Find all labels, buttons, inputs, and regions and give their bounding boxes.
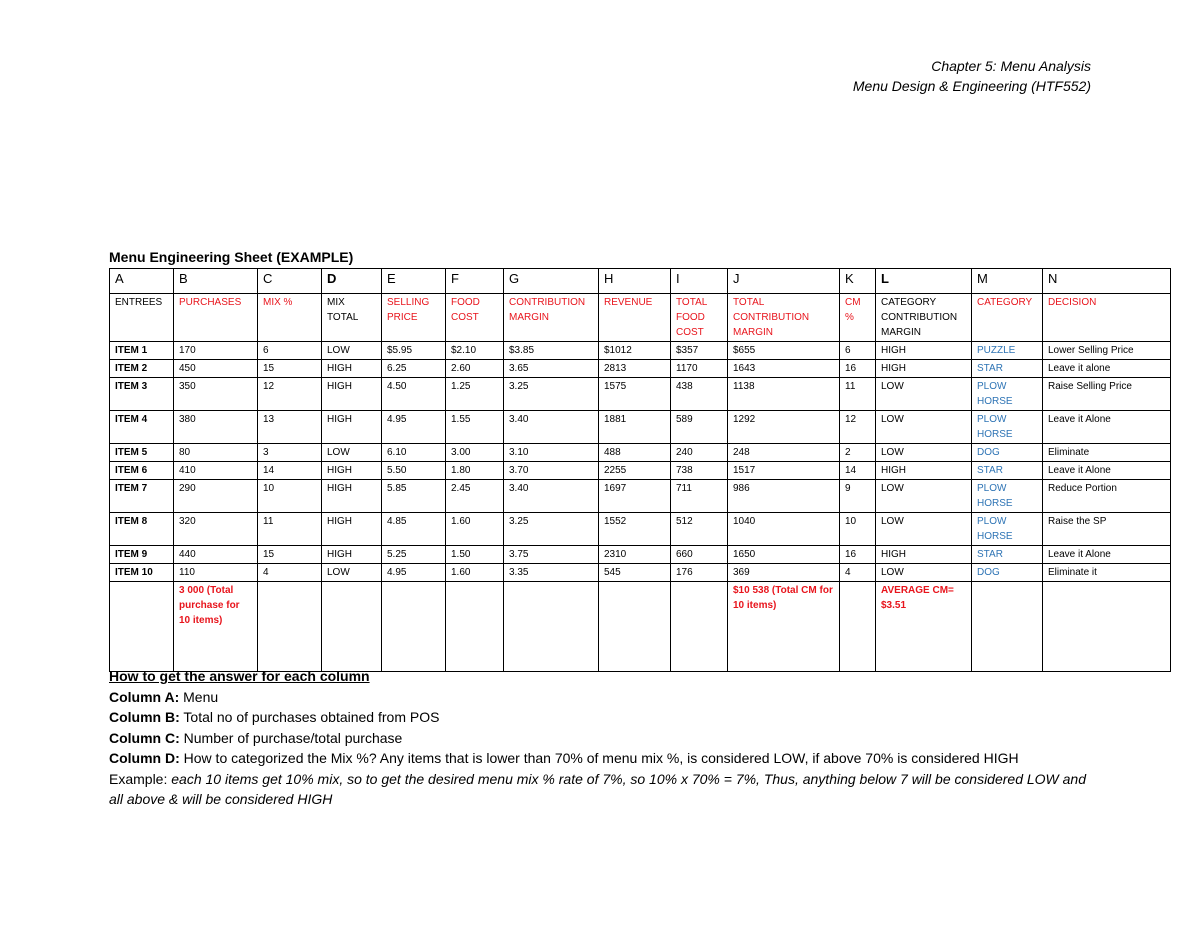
table-cell: 3.65 (504, 360, 599, 378)
instruction-label: Column A: (109, 688, 180, 705)
table-row (110, 546, 1171, 564)
table-cell: 1138 (728, 378, 840, 411)
table-cell: 5.25 (382, 546, 446, 564)
table-cell: 10 (840, 513, 876, 546)
table-cell: $3.85 (504, 342, 599, 360)
column-header: MIX % (258, 294, 322, 342)
table-cell: STAR (972, 360, 1043, 378)
column-header: ENTREES (110, 294, 174, 342)
instruction-label: Column C: (109, 729, 180, 746)
table-cell: PUZZLE (972, 342, 1043, 360)
table-cell: 3.25 (504, 378, 599, 411)
table-cell: 350 (174, 378, 258, 411)
table-cell: 16 (840, 546, 876, 564)
table-cell: 4.95 (382, 411, 446, 444)
table-cell: HIGH (876, 360, 972, 378)
column-letter: A (110, 269, 174, 294)
table-cell: ITEM 7 (110, 480, 174, 513)
table-cell: Leave it alone (1043, 360, 1171, 378)
empty-cell (322, 582, 382, 672)
instruction-text: How to categorized the Mix %? Any items that is lower than 70% of menu mix %, is considered LOW, if above 70% is considered HIGH (183, 750, 1019, 766)
table-cell: HIGH (876, 546, 972, 564)
table-cell: LOW (876, 513, 972, 546)
column-header: MIX TOTAL (322, 294, 382, 342)
instruction-label: Column D: (109, 750, 180, 766)
column-header: DECISION (1043, 294, 1171, 342)
instruction-line (109, 728, 1099, 749)
table-cell: 711 (671, 480, 728, 513)
table-cell: $357 (671, 342, 728, 360)
column-header: TOTAL FOOD COST (671, 294, 728, 342)
table-cell: 170 (174, 342, 258, 360)
table-cell: 1650 (728, 546, 840, 564)
table-row (110, 411, 1171, 444)
table-cell: Eliminate (1043, 444, 1171, 462)
column-header: CATEGORY CONTRIBUTION MARGIN (876, 294, 972, 342)
menu-engineering-table (109, 268, 1171, 672)
table-cell: Leave it Alone (1043, 411, 1171, 444)
table-cell: 410 (174, 462, 258, 480)
table-cell: 4.95 (382, 564, 446, 582)
table-cell: 290 (174, 480, 258, 513)
column-header: SELLING PRICE (382, 294, 446, 342)
table-cell: 6 (258, 342, 322, 360)
table-cell: $2.10 (446, 342, 504, 360)
column-letter: M (972, 269, 1043, 294)
table-cell: 488 (599, 444, 671, 462)
instruction-text: Number of purchase/total purchase (183, 729, 403, 746)
table-cell: 2.60 (446, 360, 504, 378)
table-cell: 1697 (599, 480, 671, 513)
instruction-line (109, 687, 1099, 708)
instructions (109, 666, 1099, 810)
table-cell: 11 (258, 513, 322, 546)
table-cell: 2813 (599, 360, 671, 378)
table-cell: 12 (258, 378, 322, 411)
table-cell: 15 (258, 360, 322, 378)
table-cell: 3.70 (504, 462, 599, 480)
empty-cell (1043, 582, 1171, 672)
table-row (110, 480, 1171, 513)
table-cell: 9 (840, 480, 876, 513)
table-cell: PLOW HORSE (972, 411, 1043, 444)
total-cell: AVERAGE CM= $3.51 (876, 582, 972, 672)
table-cell: 80 (174, 444, 258, 462)
total-cell: 3 000 (Total purchase for 10 items) (174, 582, 258, 672)
table-cell: Reduce Portion (1043, 480, 1171, 513)
table-cell: PLOW HORSE (972, 378, 1043, 411)
table-cell: 738 (671, 462, 728, 480)
table-cell: 589 (671, 411, 728, 444)
table-row (110, 444, 1171, 462)
column-header: CATEGORY (972, 294, 1043, 342)
table-cell: LOW (876, 378, 972, 411)
table-cell: STAR (972, 546, 1043, 564)
table-cell: LOW (876, 411, 972, 444)
empty-cell (258, 582, 322, 672)
column-letter-row (110, 269, 1171, 294)
table-cell: 1552 (599, 513, 671, 546)
table-cell: ITEM 6 (110, 462, 174, 480)
table-cell: 369 (728, 564, 840, 582)
table-cell: 320 (174, 513, 258, 546)
column-letter: J (728, 269, 840, 294)
table-cell: LOW (876, 444, 972, 462)
column-header: REVENUE (599, 294, 671, 342)
table-cell: 4.85 (382, 513, 446, 546)
table-cell: 1.80 (446, 462, 504, 480)
table-cell: HIGH (322, 378, 382, 411)
column-header-row (110, 294, 1171, 342)
instruction-label: Column B: (109, 709, 180, 725)
table-cell: Lower Selling Price (1043, 342, 1171, 360)
table-cell: 1575 (599, 378, 671, 411)
chapter-title: Chapter 5: Menu Analysis (931, 58, 1091, 74)
table-cell: ITEM 4 (110, 411, 174, 444)
table-cell: ITEM 3 (110, 378, 174, 411)
table-cell: 3.25 (504, 513, 599, 546)
table-cell: ITEM 2 (110, 360, 174, 378)
column-letter: N (1043, 269, 1171, 294)
empty-cell (671, 582, 728, 672)
column-letter: I (671, 269, 728, 294)
example-text: each 10 items get 10% mix, so to get the desired menu mix % rate of 7%, so 10% x 70% = 7%, Thus, anything below 7 will be considered LOW and all above & will be considered HIGH (109, 770, 1087, 807)
table-cell: 3.00 (446, 444, 504, 462)
table-cell: 3 (258, 444, 322, 462)
instruction-line (109, 707, 1099, 728)
empty-cell (840, 582, 876, 672)
table-cell: ITEM 8 (110, 513, 174, 546)
table-cell: 1643 (728, 360, 840, 378)
sheet-title: Menu Engineering Sheet (EXAMPLE) (109, 249, 354, 265)
table-cell: PLOW HORSE (972, 480, 1043, 513)
table-cell: 1.50 (446, 546, 504, 564)
table-cell: 1.25 (446, 378, 504, 411)
table-cell: 6.25 (382, 360, 446, 378)
table-cell: 6.10 (382, 444, 446, 462)
table-cell: LOW (322, 342, 382, 360)
table-cell: 110 (174, 564, 258, 582)
table-cell: 545 (599, 564, 671, 582)
table-row (110, 360, 1171, 378)
table-cell: 3.40 (504, 480, 599, 513)
table-cell: $655 (728, 342, 840, 360)
column-letter: H (599, 269, 671, 294)
instruction-text: Total no of purchases obtained from POS (183, 709, 440, 725)
table-cell: Raise Selling Price (1043, 378, 1171, 411)
table-cell: 176 (671, 564, 728, 582)
table-cell: PLOW HORSE (972, 513, 1043, 546)
table-cell: 1.55 (446, 411, 504, 444)
total-cell: $10 538 (Total CM for 10 items) (728, 582, 840, 672)
table-cell: 3.75 (504, 546, 599, 564)
table-cell: ITEM 5 (110, 444, 174, 462)
table-cell: 240 (671, 444, 728, 462)
table-cell: 12 (840, 411, 876, 444)
column-letter: F (446, 269, 504, 294)
column-letter: L (876, 269, 972, 294)
column-header: CONTRIBUTION MARGIN (504, 294, 599, 342)
table-row (110, 378, 1171, 411)
table-cell: 248 (728, 444, 840, 462)
table-cell: 5.85 (382, 480, 446, 513)
table-cell: 1517 (728, 462, 840, 480)
table-cell: 440 (174, 546, 258, 564)
table-cell: LOW (322, 564, 382, 582)
table-cell: LOW (876, 564, 972, 582)
table-cell: 2255 (599, 462, 671, 480)
example-label: Example: (109, 770, 168, 787)
table-cell: $1012 (599, 342, 671, 360)
table-cell: 986 (728, 480, 840, 513)
table-cell: 1881 (599, 411, 671, 444)
column-letter: G (504, 269, 599, 294)
table-cell: 10 (258, 480, 322, 513)
column-header: FOOD COST (446, 294, 504, 342)
table-cell: ITEM 1 (110, 342, 174, 360)
empty-cell (504, 582, 599, 672)
example-line (109, 769, 1099, 810)
table-cell: Leave it Alone (1043, 462, 1171, 480)
table-cell: 512 (671, 513, 728, 546)
empty-cell (599, 582, 671, 672)
table-cell: 1040 (728, 513, 840, 546)
table-cell: 660 (671, 546, 728, 564)
table-cell: 15 (258, 546, 322, 564)
table-cell: 13 (258, 411, 322, 444)
table-row (110, 564, 1171, 582)
instructions-title: How to get the answer for each column (109, 668, 370, 684)
table-cell: 3.10 (504, 444, 599, 462)
table-cell: $5.95 (382, 342, 446, 360)
table-row (110, 513, 1171, 546)
document-header (853, 56, 1091, 96)
table-cell: ITEM 9 (110, 546, 174, 564)
table-cell: 14 (258, 462, 322, 480)
column-letter: C (258, 269, 322, 294)
empty-cell (382, 582, 446, 672)
table-cell: 4 (258, 564, 322, 582)
instruction-text: Menu (183, 688, 219, 705)
table-cell: 2.45 (446, 480, 504, 513)
column-letter: B (174, 269, 258, 294)
table-cell: HIGH (322, 411, 382, 444)
totals-row (110, 582, 1171, 672)
table-cell: HIGH (322, 546, 382, 564)
table-cell: 1.60 (446, 564, 504, 582)
table-cell: STAR (972, 462, 1043, 480)
table-cell: 4.50 (382, 378, 446, 411)
table-cell: HIGH (322, 462, 382, 480)
table-cell: DOG (972, 564, 1043, 582)
table-cell: 3.40 (504, 411, 599, 444)
table-cell: 2310 (599, 546, 671, 564)
table-cell: 1170 (671, 360, 728, 378)
table-cell: 5.50 (382, 462, 446, 480)
table-cell: Leave it Alone (1043, 546, 1171, 564)
table-cell: 11 (840, 378, 876, 411)
table-cell: ITEM 10 (110, 564, 174, 582)
table-cell: HIGH (876, 342, 972, 360)
table-cell: 4 (840, 564, 876, 582)
table-cell: HIGH (322, 513, 382, 546)
table-cell: LOW (876, 480, 972, 513)
column-header: CM % (840, 294, 876, 342)
table-row (110, 342, 1171, 360)
table-cell: 450 (174, 360, 258, 378)
empty-cell (446, 582, 504, 672)
empty-cell (972, 582, 1043, 672)
column-header: TOTAL CONTRIBUTION MARGIN (728, 294, 840, 342)
table-cell: HIGH (876, 462, 972, 480)
table-cell: Eliminate it (1043, 564, 1171, 582)
instruction-line (109, 748, 1099, 769)
table-cell: Raise the SP (1043, 513, 1171, 546)
column-header: PURCHASES (174, 294, 258, 342)
table-cell: 16 (840, 360, 876, 378)
table-cell: HIGH (322, 480, 382, 513)
column-letter: D (322, 269, 382, 294)
table-cell: 1.60 (446, 513, 504, 546)
table-cell: 14 (840, 462, 876, 480)
table-cell: 6 (840, 342, 876, 360)
table-row (110, 462, 1171, 480)
table-cell: 438 (671, 378, 728, 411)
table-cell: LOW (322, 444, 382, 462)
course-title: Menu Design & Engineering (HTF552) (852, 78, 1091, 94)
table-cell: 2 (840, 444, 876, 462)
table-cell: HIGH (322, 360, 382, 378)
column-letter: K (840, 269, 876, 294)
empty-cell (110, 582, 174, 672)
table-cell: 380 (174, 411, 258, 444)
table-cell: 3.35 (504, 564, 599, 582)
table-cell: DOG (972, 444, 1043, 462)
column-letter: E (382, 269, 446, 294)
table-cell: 1292 (728, 411, 840, 444)
